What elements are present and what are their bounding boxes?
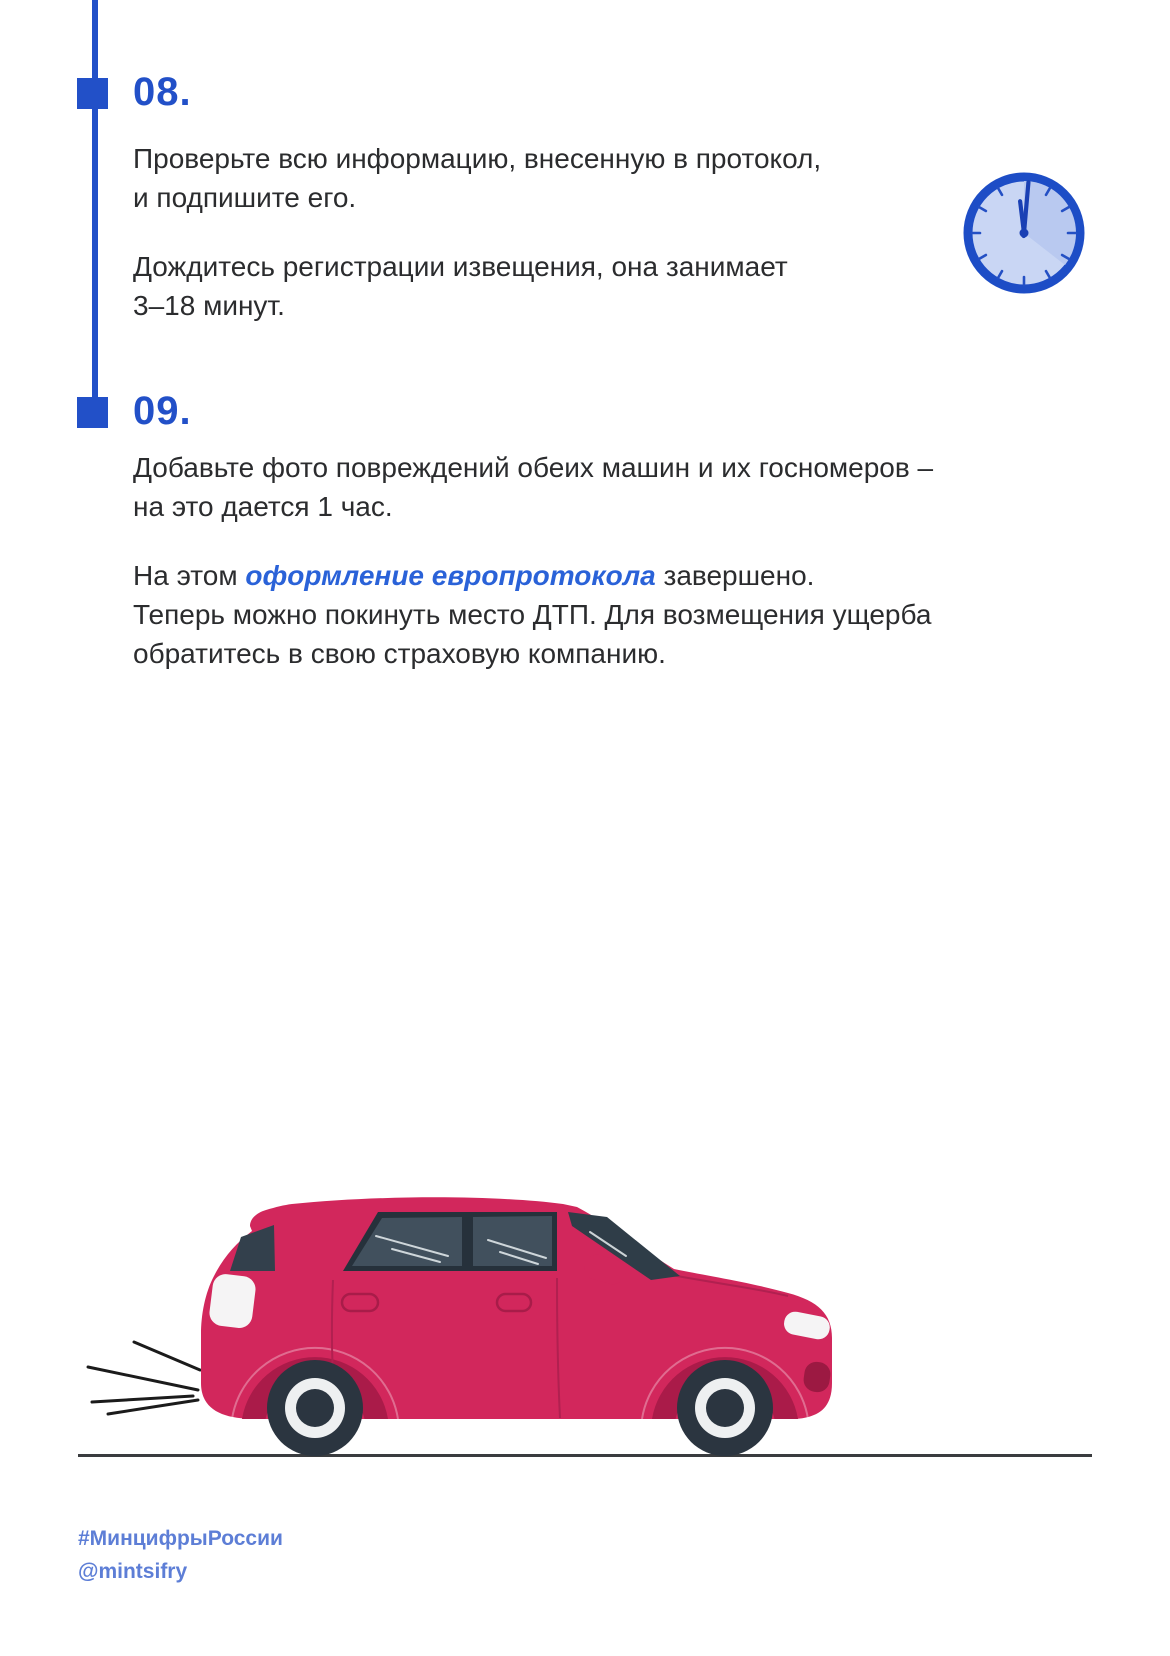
text-line: 3–18 минут.	[133, 290, 285, 321]
step-8-number: 08.	[133, 70, 192, 114]
exhaust-lines	[88, 1342, 200, 1414]
text-line-with-highlight	[133, 556, 931, 595]
step-9-paragraph-1	[133, 448, 933, 526]
text-line: Теперь можно покинуть место ДТП. Для возмещения ущерба	[133, 599, 932, 630]
europrotocol-highlight: оформление европротокола	[245, 560, 656, 591]
footer-hashtag: #МинцифрыРоссии	[78, 1527, 283, 1550]
step-9-marker-square	[77, 397, 108, 428]
step-8-paragraph-1	[133, 139, 821, 217]
footer-handle: @mintsifry	[78, 1560, 188, 1583]
clock-icon	[958, 167, 1090, 299]
front-wheel	[677, 1360, 773, 1456]
rear-wheel	[267, 1360, 363, 1456]
clock-svg	[958, 167, 1090, 299]
step-8-paragraph-2	[133, 247, 788, 325]
text-line: на это дается 1 час.	[133, 491, 393, 522]
car-svg	[60, 1128, 860, 1460]
footer	[78, 1522, 283, 1588]
step-9-paragraph-2	[133, 556, 931, 673]
text-line: Проверьте всю информацию, внесенную в протокол,	[133, 143, 822, 174]
text-line: обратитесь в свою страховую компанию.	[133, 638, 666, 669]
step-9-number: 09.	[133, 389, 192, 433]
text-prefix: На этом	[133, 560, 246, 591]
clock-center-dot	[1020, 229, 1029, 238]
car-illustration	[60, 1128, 860, 1460]
tail-light	[208, 1273, 257, 1330]
timeline-line	[92, 0, 98, 399]
text-line: Дождитесь регистрации извещения, она занимает	[133, 251, 788, 282]
text-line: Добавьте фото повреждений обеих машин и их госномеров –	[133, 452, 934, 483]
step-8-marker-square	[77, 78, 108, 109]
text-suffix: завершено.	[655, 560, 815, 591]
text-line: и подпишите его.	[133, 182, 357, 213]
front-door-glass	[473, 1216, 552, 1266]
